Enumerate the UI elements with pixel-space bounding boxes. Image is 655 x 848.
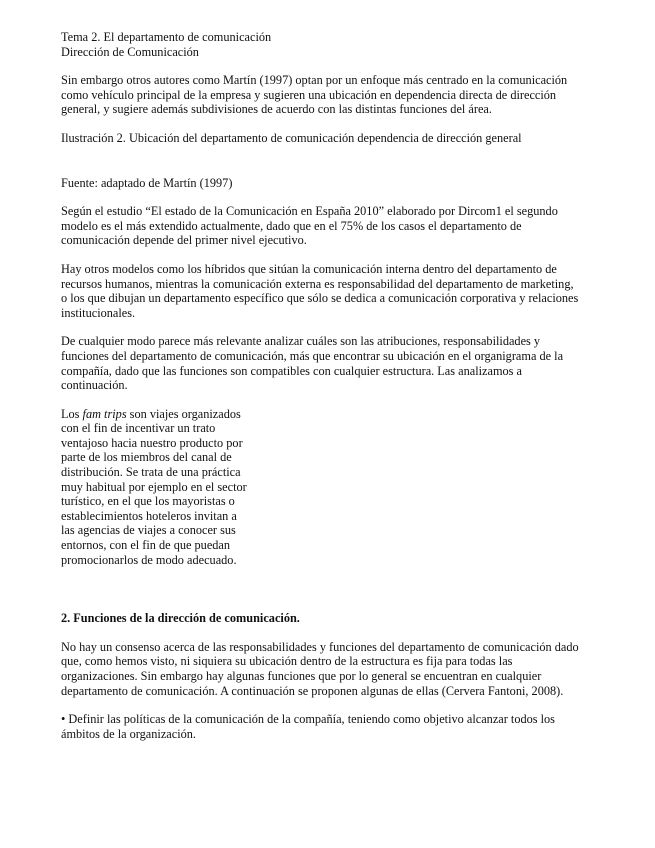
paragraph-no-consensus: No hay un consenso acerca de las responsabilidades y funciones del departamento de comunicación dado que, como hemos visto, ni siquiera su ubicación dentro de la estructura es fija para todas las organizaciones. Sin embargo hay algunas funciones que por lo general se encuentran en cualquier departamento de comunicación. A continuación se proponen algunas de ellas (Cervera Fantoni, 2008).	[61, 639, 579, 698]
header-topic: Tema 2. El departamento de comunicación	[61, 30, 272, 44]
illustration-source: Fuente: adaptado de Martín (1997)	[61, 175, 233, 190]
section-heading: 2. Funciones de la dirección de comunicación.	[61, 611, 300, 626]
header-subject: Dirección de Comunicación	[61, 44, 199, 59]
paragraph-dircom-study: Según el estudio “El estado de la Comunicación en España 2010” elaborado por Dircom1 el segundo modelo es el más extendido actualmente, dado que en el 75% de los casos el departamento de comunicación depende del primer nivel ejecutivo.	[61, 204, 558, 248]
illustration-caption: Ilustración 2. Ubicación del departamento de comunicación dependencia de dirección general	[61, 130, 522, 145]
paragraph-functions-intro: De cualquier modo parece más relevante analizar cuáles son las atribuciones, responsabilidades y funciones del departamento de comunicación, más que encontrar su ubicación en el organigrama de la compañía, dado que las funciones son compatibles con cualquier estructura. Las analizamos a continuación.	[61, 334, 564, 393]
document-page	[61, 30, 581, 741]
document-header	[61, 30, 581, 59]
bullet-item: • Definir las políticas de la comunicación de la compañía, teniendo como objetivo alcanzar todos los ámbitos de la organización.	[61, 712, 555, 741]
sidebar-prefix: Los	[61, 406, 83, 421]
sidebar-fam-trips	[61, 407, 253, 568]
sidebar-text: son viajes organizados con el fin de incentivar un trato ventajoso hacia nuestro producto por parte de los miembros del canal de distribución. Se trata de una práctica muy habitual por ejemplo en el sector turístico, en el que los mayoristas o establecimientos hoteleros invitan a las agencias de viajes a conocer sus entornos, con el fin de que puedan promocionarlos de modo adecuado.	[61, 406, 247, 567]
paragraph-hybrid-models: Hay otros modelos como los híbridos que sitúan la comunicación interna dentro del departamento de recursos humanos, mientras la comunicación externa es responsabilidad del departamento de marketing, o los que dibujan un departamento específico que sólo se dedica a comunicación corporativa y relaciones institucionales.	[61, 261, 579, 320]
paragraph-martin-approach: Sin embargo otros autores como Martín (1997) optan por un enfoque más centrado en la comunicación como vehículo principal de la empresa y sugieren una ubicación en dependencia directa de dirección general, y sugiere además subdivisiones de acuerdo con las distintas funciones del área.	[61, 73, 568, 117]
sidebar-term: fam trips	[82, 406, 127, 421]
